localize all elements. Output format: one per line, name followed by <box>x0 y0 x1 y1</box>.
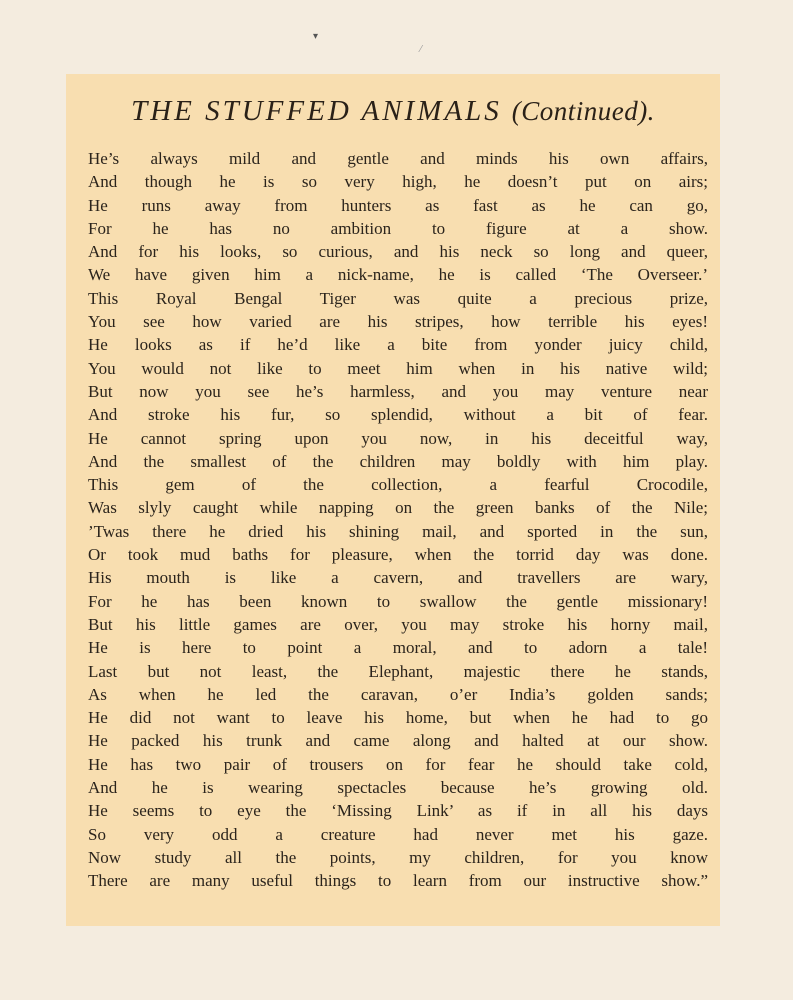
poem-line: He is here to point a moral, and to adorn a tale! <box>88 638 708 658</box>
poem-line: He seems to eye the ‘Missing Link’ as if in all his days <box>88 801 708 821</box>
poem-line: He cannot spring upon you now, in his deceitful way, <box>88 428 708 448</box>
poem-line: He did not want to leave his home, but when he had to go <box>88 708 708 728</box>
poem-line: And stroke his fur, so splendid, without a bit of fear. <box>88 405 708 425</box>
title-continued: (Continued). <box>511 96 655 126</box>
poem-line: He has two pair of trousers on for fear he should take cold, <box>88 754 708 774</box>
poem-line: This Royal Bengal Tiger was quite a precious prize, <box>88 288 708 308</box>
poem-line: So very odd a creature had never met his gaze. <box>88 824 708 844</box>
poem-line: He looks as if he’d like a bite from yonder juicy child, <box>88 335 708 355</box>
poem-line: This gem of the collection, a fearful Crocodile, <box>88 475 708 495</box>
title-main: THE STUFFED ANIMALS <box>131 95 502 127</box>
paper-speck: ▾ <box>313 31 319 42</box>
poem-line: Or took mud baths for pleasure, when the torrid day was done. <box>88 545 708 565</box>
poem-line: And for his looks, so curious, and his neck so long and queer, <box>88 242 708 262</box>
poem-line: And the smallest of the children may boldly with him play. <box>88 451 708 471</box>
poem-line: Was slyly caught while napping on the green banks of the Nile; <box>88 498 708 518</box>
poem-line: There are many useful things to learn from our instructive show.” <box>88 871 708 891</box>
poem-line: For he has been known to swallow the gentle missionary! <box>88 591 708 611</box>
paper-speck: ⁄ <box>420 45 422 55</box>
poem-line: For he has no ambition to figure at a show. <box>88 218 708 238</box>
poem-line: Last but not least, the Elephant, majestic there he stands, <box>88 661 708 681</box>
poem-body <box>88 147 708 893</box>
poem-line: But his little games are over, you may stroke his horny mail, <box>88 614 708 634</box>
poem-line: ’Twas there he dried his shining mail, and sported in the sun, <box>88 521 708 541</box>
page-title <box>66 95 720 128</box>
poem-line: His mouth is like a cavern, and travellers are wary, <box>88 568 708 588</box>
poem-line: But now you see he’s harmless, and you may venture near <box>88 381 708 401</box>
poem-line: You see how varied are his stripes, how terrible his eyes! <box>88 312 708 332</box>
poem-line: He runs away from hunters as fast as he can go, <box>88 195 708 215</box>
poem-line: We have given him a nick-name, he is called ‘The Overseer.’ <box>88 265 708 285</box>
poem-line: And he is wearing spectacles because he’s growing old. <box>88 778 708 798</box>
poem-line: He’s always mild and gentle and minds his own affairs, <box>88 149 708 168</box>
poem-line: Now study all the points, my children, for you know <box>88 847 708 867</box>
poem-line: As when he led the caravan, o’er India’s golden sands; <box>88 684 708 704</box>
poem-line: He packed his trunk and came along and halted at our show. <box>88 731 708 751</box>
poem-line: And though he is so very high, he doesn’t put on airs; <box>88 172 708 192</box>
poem-page-panel <box>66 74 720 926</box>
poem-line: You would not like to meet him when in his native wild; <box>88 358 708 378</box>
